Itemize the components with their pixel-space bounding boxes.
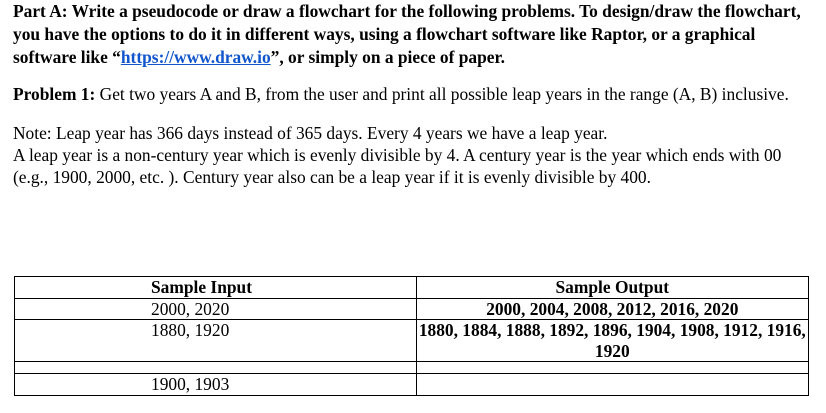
sample-input-header: Sample Input xyxy=(15,277,417,299)
problem-1-label: Problem 1: xyxy=(13,84,96,104)
table-spacer-row xyxy=(15,362,809,374)
sample-input-cell: 1900, 1903 xyxy=(15,374,417,396)
sample-io-table xyxy=(14,276,809,396)
problem-1-text: Get two years A and B, from the user and print all possible leap years in the range (A, B) inclusive. xyxy=(95,84,789,104)
spacer-cell xyxy=(15,362,417,374)
draw-io-link[interactable]: https://www.draw.io xyxy=(120,47,271,67)
leap-year-note xyxy=(13,122,816,188)
part-a-text-end: ”, or simply on a piece of paper. xyxy=(270,47,505,67)
sample-output-cell: 2000, 2004, 2008, 2012, 2016, 2020 xyxy=(416,298,808,320)
spacer-cell xyxy=(416,362,808,374)
note-line-1: Note: Leap year has 366 days instead of 365 days. Every 4 years we have a leap year. xyxy=(13,123,608,143)
note-line-2: A leap year is a non-century year which is evenly divisible by 4. A century year is the year which ends with 00 (e.g., 1900, 2000, etc. ). Century year also can be a leap year if it is evenly divisible by 400. xyxy=(13,145,782,187)
problem-1 xyxy=(13,83,816,106)
part-a-text-start: Part A: Write a pseudocode or draw a flowchart for the following problems. To design/draw the flowchart, you have the options to do it in different ways, using a flowchart software like Raptor, or a graphical software like “ xyxy=(13,1,801,67)
table-row xyxy=(15,320,809,362)
sample-input-cell: 2000, 2020 xyxy=(15,298,417,320)
part-a-instructions xyxy=(13,0,816,69)
sample-output-cell: 1880, 1884, 1888, 1892, 1896, 1904, 1908, 1912, 1916, 1920 xyxy=(416,320,808,362)
table-row xyxy=(15,298,809,320)
sample-output-header: Sample Output xyxy=(416,277,808,299)
sample-output-cell xyxy=(416,374,808,396)
table-row xyxy=(15,374,809,396)
sample-input-cell: 1880, 1920 xyxy=(15,320,417,362)
table-header-row xyxy=(15,277,809,299)
